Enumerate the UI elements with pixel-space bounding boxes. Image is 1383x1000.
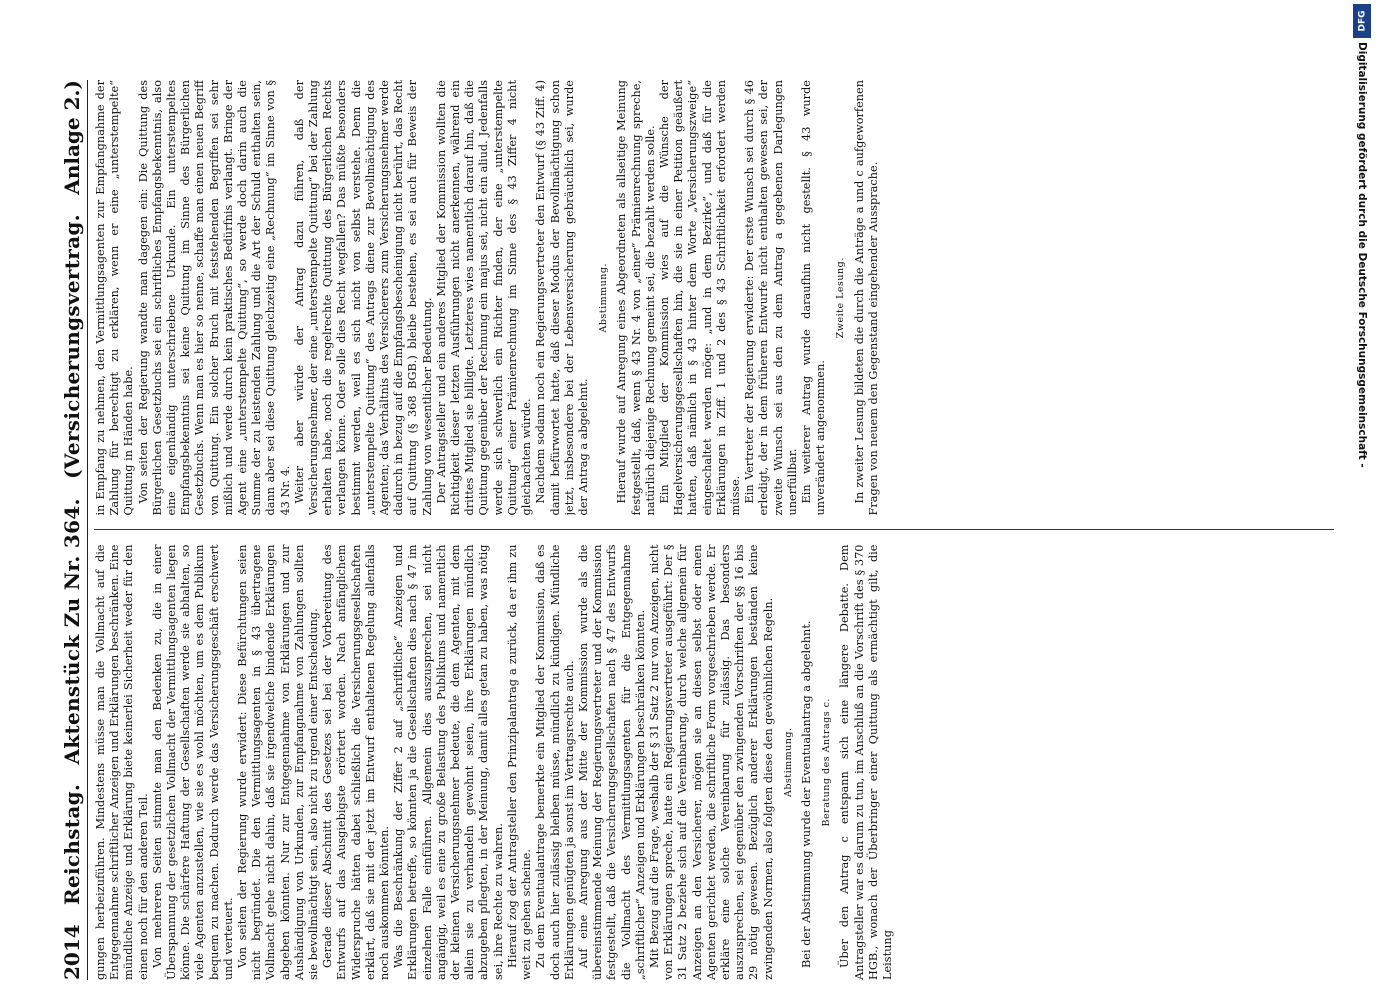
page-header — [50, 80, 88, 980]
paragraph: Ein Mitglied der Kommission wies auf die Wünsche der Hagelversicherungsgesellschaften hin, die sie in einer Petition geäußert hatten, daß nämlich in § 43 hinter dem Worte „Versicherungszweige“ eingeschaltet werden möge: „und in dem Bezirke“, und daß für die Erklärungen in Ziff. 1 und 2 des § 43 Schriftlichkeit erfordert werden müsse. — [657, 80, 742, 516]
paragraph: Weiter aber würde der Antrag dazu führen, daß der Versicherungsnehmer, der eine „unterstempelte Quittung“ bei der Zahlung erhalten habe, noch die regelrechte Quittung des Bürgerlichen Rechts verlangen könne. Oder solle dies Recht wegfallen? Das müßte besonders bestimmt werden, weil es sich nicht von selbst verstehe. Denn die „unterstempelte Quittung“ des Antrags diene zur Bevollmächtigung des Agenten; das Verhältnis des Versicherers zum Versicherungsnehmer werde dadurch in bezug auf die Empfangsbescheinigung nicht berührt, das Recht auf Quittung (§ 368 BGB.) bleibe bestehen, es sei auch für Beweis der Zahlung von wesentlicher Bedeutung. — [292, 80, 434, 516]
dfg-logo-icon: DFG — [1353, 4, 1371, 38]
paragraph: In zweiter Lesung bildeten die durch die Anträge a und c aufgeworfenen Fragen von neuem den Gegenstand eingehender Aussprache. — [852, 80, 880, 516]
paragraph: Von mehreren Seiten stimmte man den Bedenken zu, die in einer Überspannung der gesetzlichen Vollmacht der Vermittlungsagenten liegen könne. Die schärfere Haftung der Gesellschaften werde sie abhalten, so viele Agenten anzustellen, wie sie es wohl möchten, um es dem Publikum bequem zu machen. Dadurch werde das Versicherungsgeschäft erschwert und verteuert. — [150, 544, 235, 980]
header-document-number: Aktenstück Zu Nr. 364. — [60, 498, 84, 765]
paragraph-vote: Hierauf wurde auf Anregung eines Abgeordneten als allseitige Meinung festgestellt, daß, wenn § 43 Nr. 4 von „einer“ Prämienrechnung spreche, natürlich diejenige Rechnung gemeint sei, die bezahlt werden solle. — [615, 80, 657, 516]
column-right — [94, 80, 1334, 516]
subheading-second-reading: Zweite Lesung. — [835, 257, 847, 339]
paragraph: Hierauf zog der Antragsteller den Prinzipalantrag a zurück, da er ihm zu weit zu gehen scheine. — [505, 544, 534, 980]
paragraph: gungen herbeizuführen. Mindestens müsse man die Vollmacht auf die Entgegennahme schriftlicher Anzeigen und Erklärungen beschränken. Eine mündliche Anzeige und Erklärung biete keinerlei Sicherheit weder für den einen noch für den anderen Teil. — [94, 544, 150, 980]
paragraph-vote: Bei der Abstimmung wurde der Eventualantrag a abgelehnt. — [799, 620, 813, 968]
paragraph: in Empfang zu nehmen, den Vermittlungsagenten zur Empfangnahme der Zahlung für berechtigt zu erklären, wenn er eine „unterstempelte“ Quittung in Händen habe. — [94, 80, 136, 516]
paragraph: Nachdem sodann noch ein Regierungsvertreter den Entwurf (§ 43 Ziff. 4) damit befürwortet hatte, daß dieser Modus der Bevollmächtigung schon jetzt, insbesondere bei der Lebensversicherung gebräuchlich sei, wurde der Antrag a abgelehnt. — [534, 80, 590, 516]
paragraph: Auf eine Anregung aus der Mitte der Kommission wurde als die übereinstimmende Meinung der Regierungsvertreter und der Kommission festgestellt, daß die Versicherungsgesellschaften nach § 47 des Entwurfs die Vollmacht des Vermittlungsagenten für die Entgegennahme „schriftlicher“ Anzeigen und Erklärungen beschränken könnten. — [576, 544, 647, 980]
rotated-document-page — [50, 80, 1340, 980]
paragraph: Was die Beschränkung der Ziffer 2 auf „schriftliche“ Anzeigen und Erklärungen betreffe, so könnten ja die Gesellschaften dies nach § 47 im einzelnen Falle einführen. Allgemein dies auszusprechen, sei nicht angängig, weil es eine zu große Belastung des Publikums und namentlich der kleinen Versicherungsnehmer bedeute, die dem Agenten, mit dem allein sie zu verhandeln gewohnt seien, ihre Erklärungen mündlich abzugeben pflegten, in der Meinung, damit alles getan zu haben, was nötig sei, ihre Rechte zu wahren. — [392, 544, 505, 980]
text-columns — [94, 80, 1334, 980]
page-number: 2014 — [60, 924, 84, 980]
header-annex: Anlage 2.) — [60, 80, 84, 195]
paragraph: Gerade dieser Abschnitt des Gesetzes sei bei der Vorbereitung des Entwurfs auf das Ausgiebigste erörtert worden. Nach anfänglichem Widerspruche hätten dabei schließlich die Versicherungsgesellschaften erklärt, daß sie mit der jetzt im Entwurf enthaltenen Regelung allenfalls noch auskommen könnten. — [321, 544, 392, 980]
digitization-credit — [1349, 4, 1375, 996]
paragraph: Ein weiterer Antrag wurde daraufhin nicht gestellt. § 43 wurde unverändert angenommen. — [799, 80, 828, 516]
paragraph: Zu dem Eventualantrage bemerkte ein Mitglied der Kommission, daß es doch auch hier zulässig bleiben müsse, mündlich zu kündigen. Mündliche Erklärungen genügten ja sonst im Vertragsrechte auch. — [534, 544, 576, 980]
paragraph: Von seiten der Regierung wandte man dagegen ein: Die Quittung des Bürgerlichen Gesetzbuchs sei ein schriftliches Empfangsbekenntnis, also eine eigenhändig unterschriebene Urkunde. Ein unterstempeltes Empfangsbekenntnis sei keine Quittung im Sinne des Bürgerlichen Gesetzbuchs. Wenn man es hier so nenne, schaffe man einen neuen Begriff von Quittung. Ein solcher Bruch mit feststehenden Begriffen sei sehr mißlich und werde durch kein praktisches Bedürfnis verlangt. Bringe der Agent eine „unterstempelte Quittung“, so werde doch darin auch die Summe der zu leistenden Zahlung und die Art der Schuld enthalten sein, dann aber sei diese Quittung gleichzeitig eine „Rechnung“ im Sinne von § 43 Nr. 4. — [136, 80, 292, 516]
header-subject: (Versicherungsvertrag. — [60, 214, 84, 479]
column-divider — [94, 530, 1334, 531]
paragraph: Der Antragsteller und ein anderes Mitglied der Kommission wollten die Richtigkeit dieser letzten Ausführungen nicht anerkennen, während ein drittes Mitglied sie billigte. Letzteres wies namentlich darauf hin, daß die Quittung gegenüber der Rechnung ein majus sei, nicht ein aliud. Jedenfalls werde sich schwerlich ein Richter finden, der eine „unterstempelte Quittung“ einer Prämienrechnung im Sinne des § 43 Ziffer 4 nicht gleichachten würde. — [434, 80, 534, 516]
paragraph: Über den Antrag c entspann sich eine längere Debatte. Dem Antragsteller war es darum zu tun, im Anschluß an die Vorschrift des § 370 HGB., wonach der Überbringer einer Quittung als ermächtigt gilt, die Leistung — [838, 544, 894, 980]
subheading-vote: Abstimmung. — [598, 262, 610, 333]
paragraph: Ein Vertreter der Regierung erwiderte: Der erste Wunsch sei durch § 46 erledigt, der in dem früheren Entwurfe nicht enthalten gewesen sei, der zweite Wunsch sei aus den zu dem Antrag a gegebenen Darlegungen unerfüllbar. — [743, 80, 799, 516]
header-left-title: Reichstag. — [60, 783, 84, 905]
digitization-credit-text: Digitalisierung gefördert durch die Deutsche Forschungsgemeinschaft - — [1356, 42, 1368, 468]
paragraph: Mit Bezug auf die Frage, weshalb der § 31 Satz 2 nur von Anzeigen, nicht von Erklärungen spreche, hatte ein Regierungsvertreter ausgeführt: Der § 31 Satz 2 beziehe sich auf die Vereinbarung, durch welche allgemein für Anzeigen an den Versicherer, mögen sie an diesen selbst oder einen Agenten gerichtet werden, die schriftliche Form vorgeschrieben werde. Er erkläre eine solche Vereinbarung für zulässig. Das besonders auszusprechen, sei gegenüber den zwingenden Vorschriften der §§ 16 bis 29 nötig gewesen. Bezüglich anderer Erklärungen beständen keine zwingenden Normen, also folgten diese den gewöhnlichen Regeln. — [647, 544, 775, 980]
column-left — [94, 545, 1334, 981]
paragraph: Von seiten der Regierung wurde erwidert: Diese Befürchtungen seien nicht begründet. Die den Vermittlungsagenten in § 43 übertragene Vollmacht gehe nicht dahin, daß sie irgendwelche bindende Erklärungen abgeben könnten. Nur zur Entgegennahme von Erklärungen und zur Aushändigung von Urkunden, zur Empfangnahme von Zahlungen sollten sie bevollmächtigt sein, also nicht zu irgend einer Entscheidung. — [236, 544, 321, 980]
subheading-vote: Abstimmung. — [782, 727, 794, 798]
subheading-motion-c: Beratung des Antrags c. — [821, 698, 833, 827]
